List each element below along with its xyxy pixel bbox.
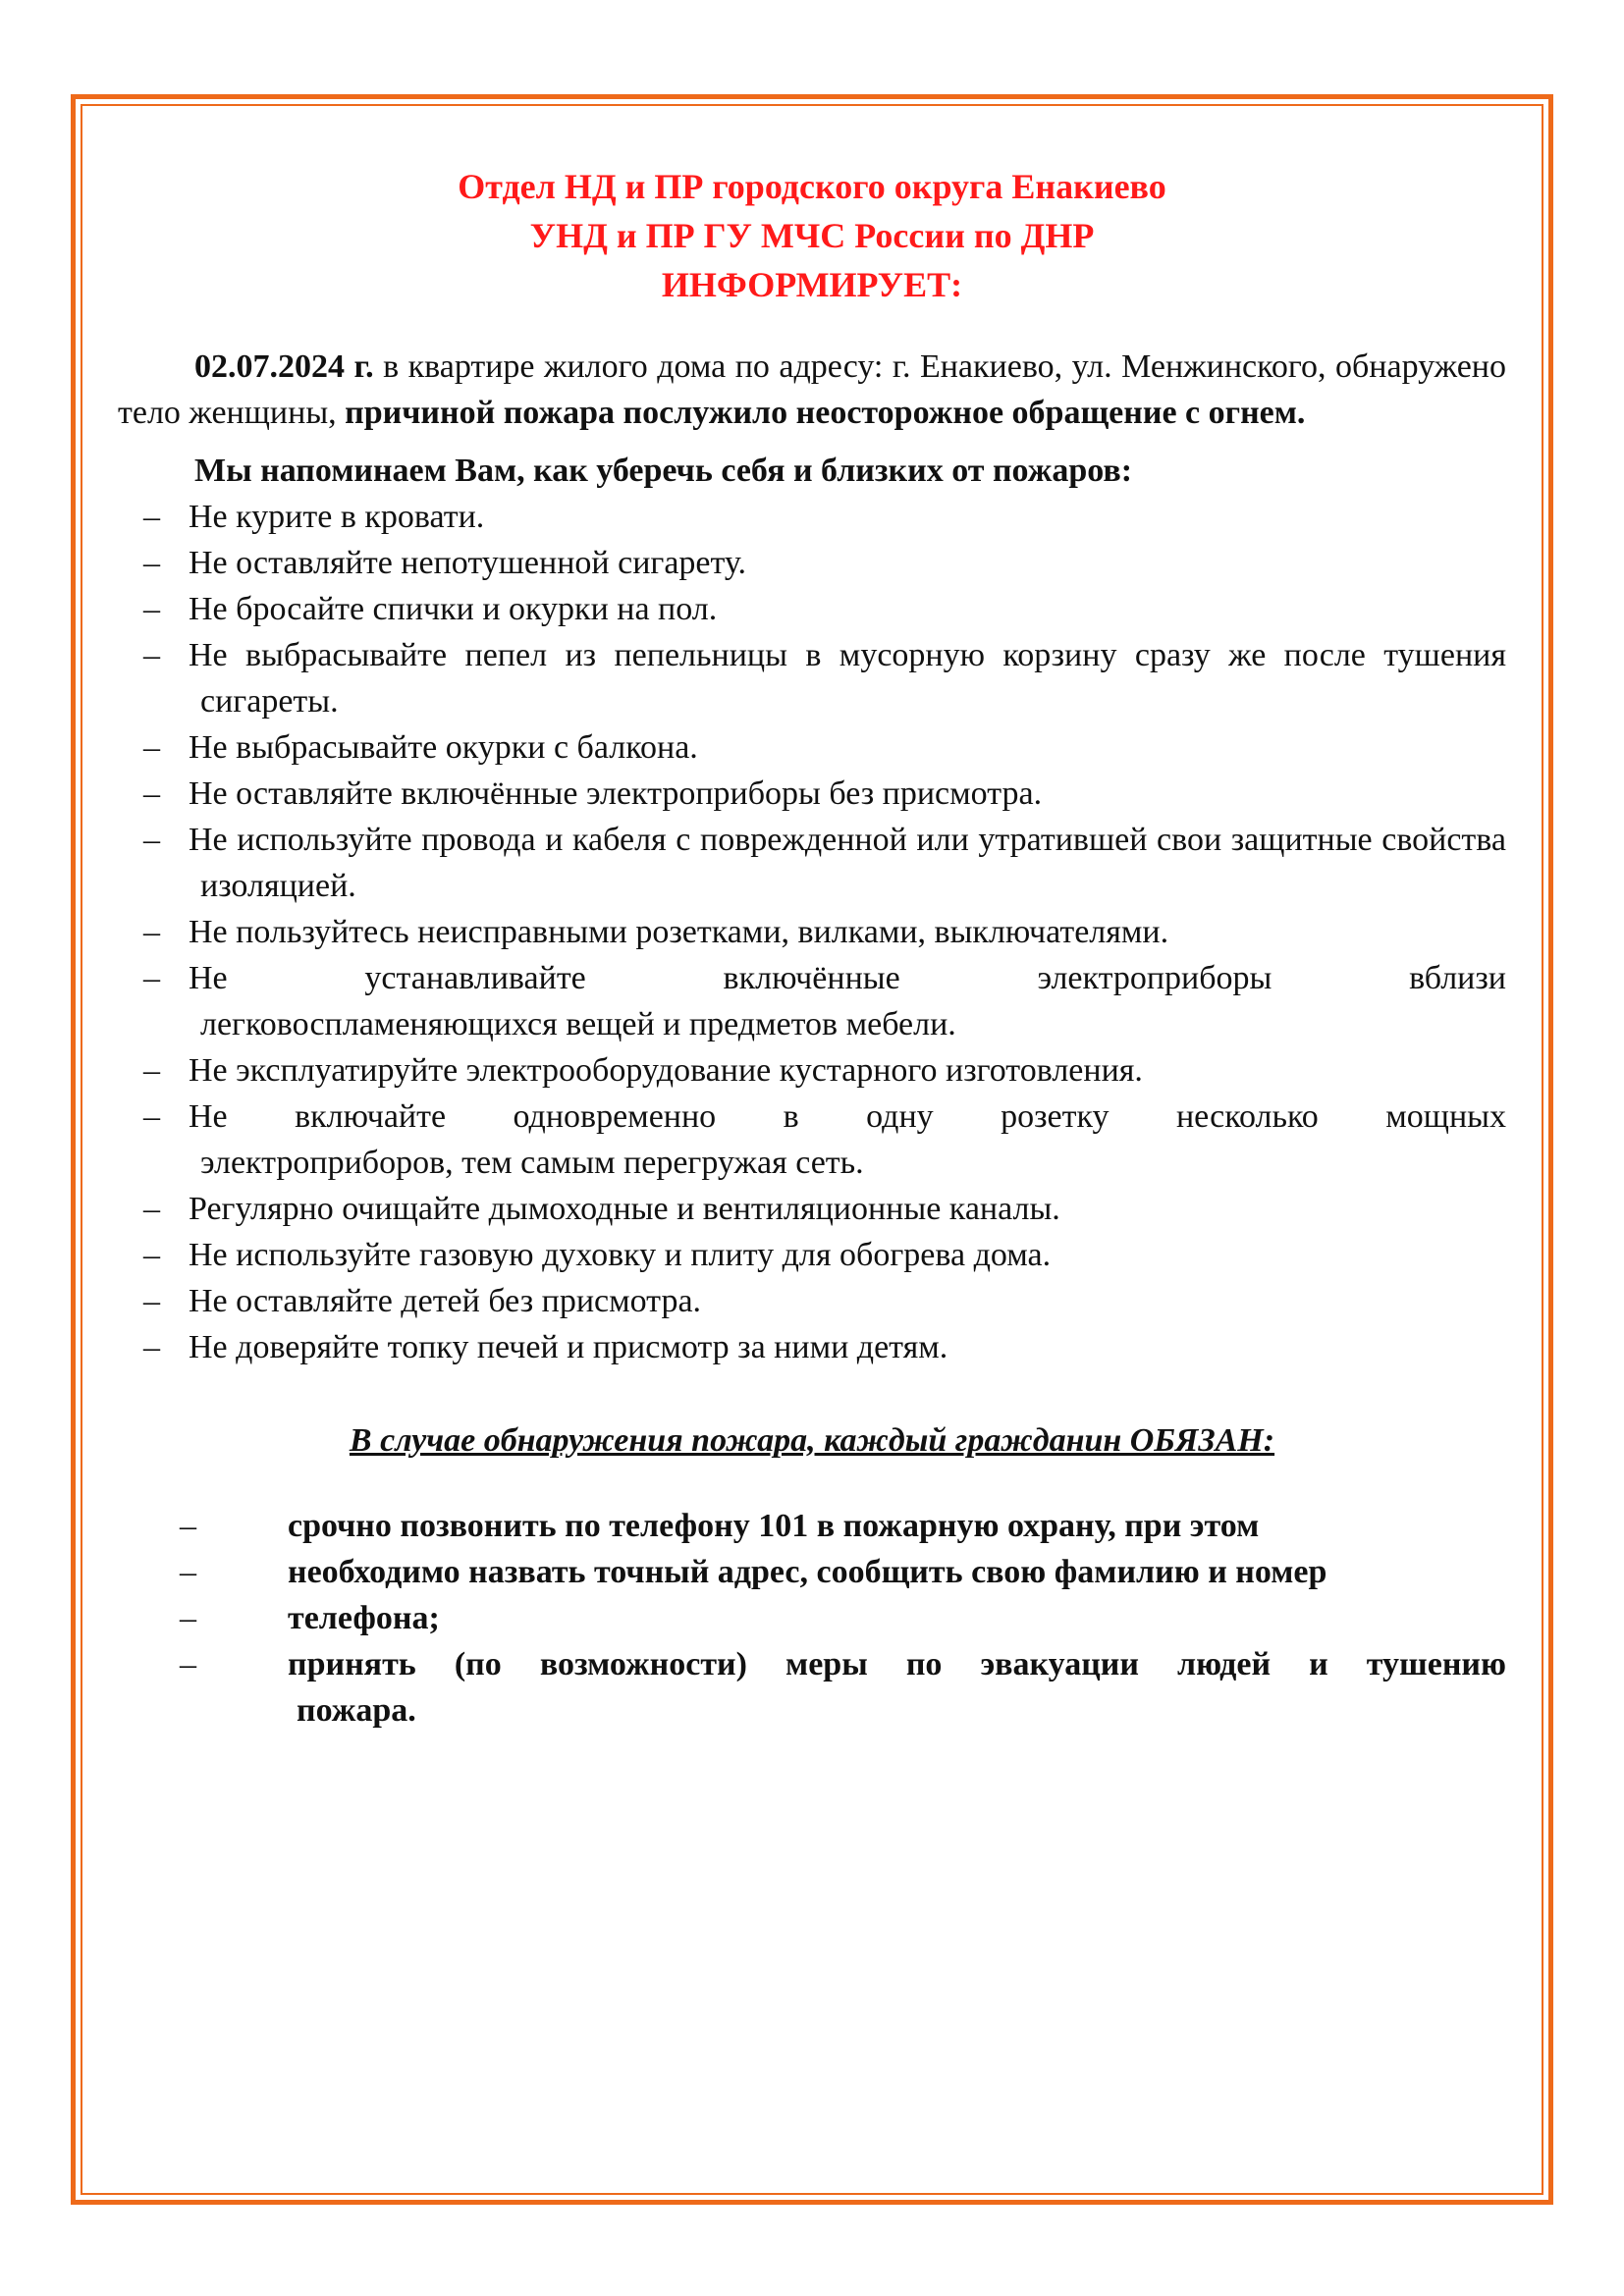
dash-bullet: – xyxy=(143,729,160,766)
dash-bullet: – xyxy=(143,499,160,535)
header-line-informs: ИНФОРМИРУЕТ: xyxy=(661,265,963,304)
list-item-continuation: легковоспламеняющихся вещей и предметов мебели. xyxy=(200,1006,956,1042)
list-item: – срочно позвонить по телефону 101 в пожарную охрану, при этом xyxy=(118,1503,1506,1549)
list-item: – Не выбрасывайте пепел из пепельницы в мусорную корзину сразу же после тушения сигареты. xyxy=(118,632,1506,724)
notice-body xyxy=(118,344,1506,1734)
list-item: – Не эксплуатируйте электрооборудование кустарного изготовления. xyxy=(118,1047,1506,1094)
dash-bullet: – xyxy=(143,822,160,858)
list-item: – Не пользуйтесь неисправными розетками, вилками, выключателями. xyxy=(118,909,1506,955)
dash-bullet: – xyxy=(180,1600,196,1636)
fire-safety-tips-list xyxy=(118,494,1506,1370)
list-item: – Не оставляйте включённые электроприборы без присмотра. xyxy=(118,771,1506,817)
list-item: – Не бросайте спички и окурки на пол. xyxy=(118,586,1506,632)
list-item: – Не курите в кровати. xyxy=(118,494,1506,540)
notice-header xyxy=(118,162,1506,309)
citizen-duties-list xyxy=(118,1503,1506,1734)
incident-paragraph xyxy=(118,344,1506,436)
incident-text: в квартире жилого дома по адресу: г. Енакиево, ул. Менжинского, обнаружено тело женщины, xyxy=(118,348,1506,431)
dash-bullet: – xyxy=(143,1237,160,1273)
reminder-heading: Мы напоминаем Вам, как уберечь себя и близких от пожаров: xyxy=(194,453,1133,489)
dash-bullet: – xyxy=(143,1191,160,1227)
list-item: – Не устанавливайте включённые электроприборы вблизи xyxy=(118,955,1506,1001)
dash-bullet: – xyxy=(180,1646,196,1682)
list-item: – Не выбрасывайте окурки с балкона. xyxy=(118,724,1506,771)
list-item: – Не используйте провода и кабеля с поврежденной или утратившей свои защитные свойства изоляцией. xyxy=(118,817,1506,909)
list-item-continuation: пожара. xyxy=(297,1692,416,1729)
incident-date: 02.07.2024 г. xyxy=(194,348,374,385)
dash-bullet: – xyxy=(143,1283,160,1319)
dash-bullet: – xyxy=(143,1052,160,1089)
list-item: – Не используйте газовую духовку и плиту для обогрева дома. xyxy=(118,1232,1506,1278)
dash-bullet: – xyxy=(143,914,160,950)
duty-heading: В случае обнаружения пожара, каждый гражданин ОБЯЗАН: xyxy=(349,1422,1275,1459)
dash-bullet: – xyxy=(143,960,160,996)
list-item: – телефона; xyxy=(118,1595,1506,1641)
dash-bullet: – xyxy=(180,1508,196,1544)
dash-bullet: – xyxy=(143,775,160,812)
dash-bullet: – xyxy=(180,1554,196,1590)
dash-bullet: – xyxy=(143,1329,160,1365)
incident-cause: причиной пожара послужило неосторожное обращение с огнем. xyxy=(345,395,1306,431)
list-item: – необходимо назвать точный адрес, сообщить свою фамилию и номер xyxy=(118,1549,1506,1595)
list-item: – Не оставляйте непотушенной сигарету. xyxy=(118,540,1506,586)
header-line-department: Отдел НД и ПР городского округа Енакиево xyxy=(458,167,1166,206)
dash-bullet: – xyxy=(143,637,160,673)
header-line-agency: УНД и ПР ГУ МЧС России по ДНР xyxy=(529,216,1095,255)
list-item: – Регулярно очищайте дымоходные и вентиляционные каналы. xyxy=(118,1186,1506,1232)
dash-bullet: – xyxy=(143,545,160,581)
list-item: – Не включайте одновременно в одну розетку несколько мощных xyxy=(118,1094,1506,1140)
list-item: – принять (по возможности) меры по эвакуации людей и тушению xyxy=(118,1641,1506,1687)
list-item: – Не оставляйте детей без присмотра. xyxy=(118,1278,1506,1324)
dash-bullet: – xyxy=(143,1098,160,1135)
list-item-continuation: электроприборов, тем самым перегружая сеть. xyxy=(200,1145,864,1181)
list-item: – Не доверяйте топку печей и присмотр за ними детям. xyxy=(118,1324,1506,1370)
dash-bullet: – xyxy=(143,591,160,627)
